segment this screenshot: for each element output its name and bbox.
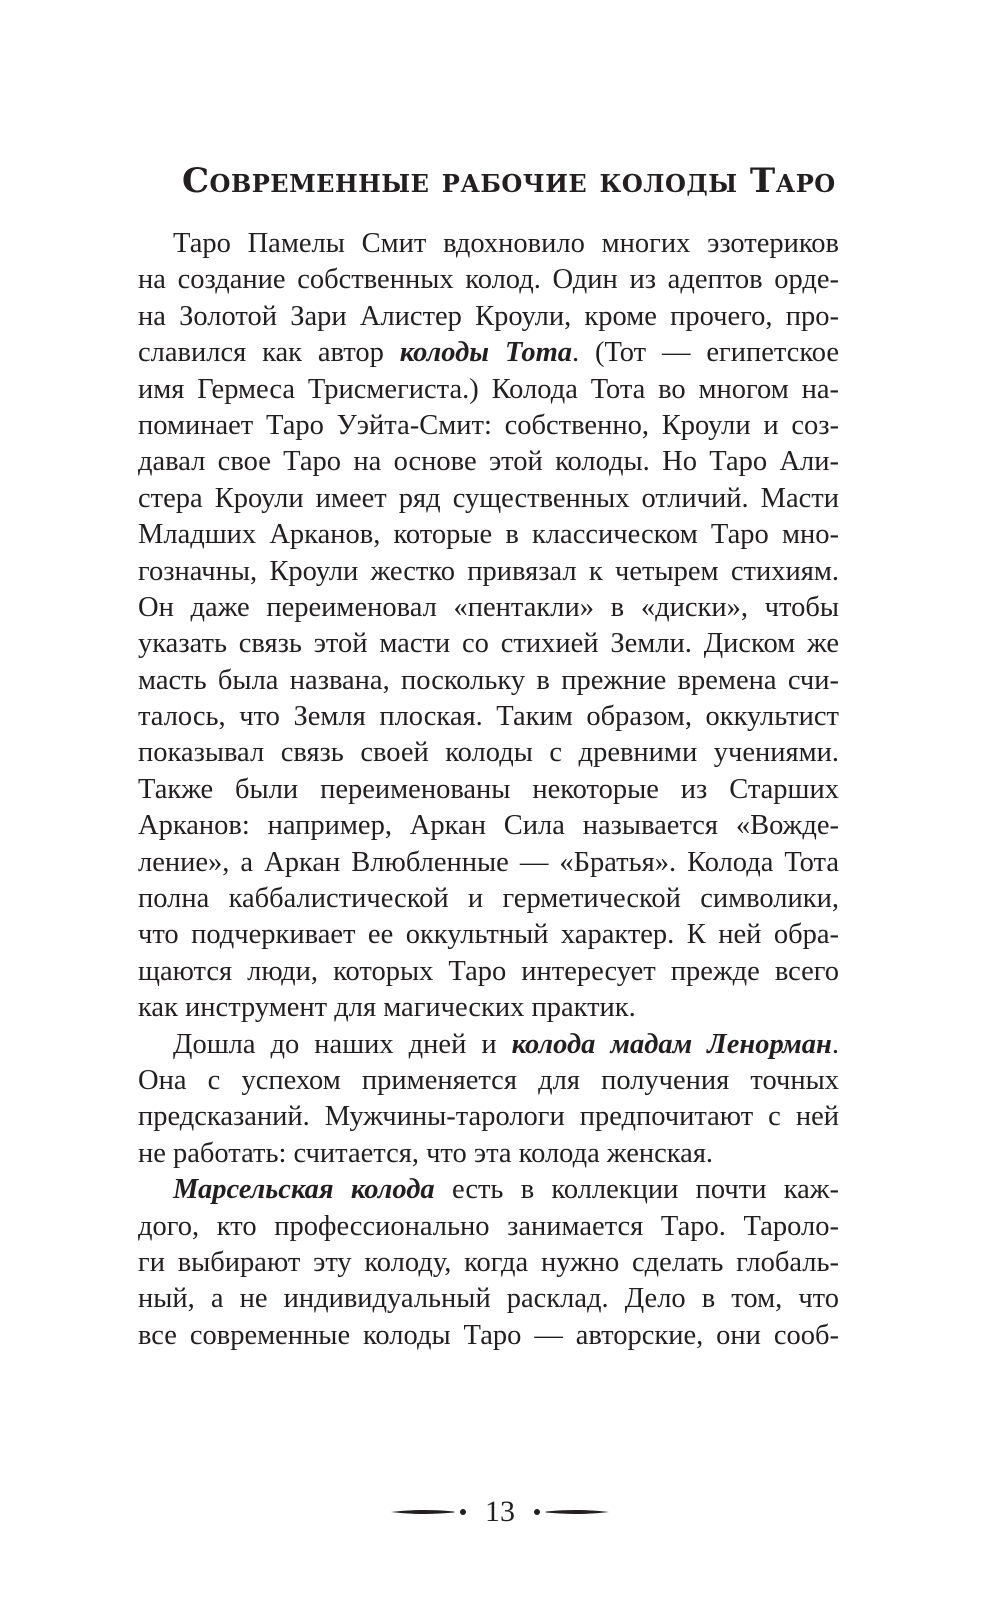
text-run: Арканов: например, Аркан Сила называется «Вожде- <box>138 810 839 842</box>
emphasized-term: колода мадам Ленорман <box>511 1028 832 1060</box>
text-run: Таро Памелы Смит вдохновило многих эзотериков <box>173 228 839 259</box>
text-run: Он даже переименовал «пентакли» в «диски», чтобы <box>138 591 839 623</box>
text-run: . <box>831 1028 839 1060</box>
text-line <box>138 735 839 771</box>
text-run: поминает Таро Уэйта-Смит: собственно, Кроули и соз- <box>138 409 839 441</box>
text-line <box>138 1027 839 1063</box>
text-line <box>138 1281 839 1317</box>
text-line <box>138 1099 839 1135</box>
text-run: указать связь этой масти со стихией Земли. Диском же <box>138 628 839 660</box>
text-run: на создание собственных колод. Один из адептов орде- <box>138 264 839 296</box>
chapter-section-heading: Современные рабочие колоды Таро <box>182 161 836 201</box>
text-line <box>138 626 839 662</box>
text-line <box>138 1063 839 1099</box>
text-run: что подчеркивает ее оккультный характер. К ней обра- <box>138 919 839 951</box>
text-line <box>138 954 839 990</box>
body-text <box>138 226 839 1354</box>
folio-ornament-right-icon <box>529 1506 609 1518</box>
text-line <box>138 1136 839 1172</box>
text-run: ный, а не индивидуальный расклад. Дело в том, что <box>138 1283 839 1315</box>
text-line <box>138 444 839 480</box>
text-line <box>138 481 839 517</box>
text-run: предсказаний. Мужчины-тарологи предпочитают с ней <box>138 1101 839 1133</box>
text-line <box>138 517 839 553</box>
text-line <box>138 299 839 335</box>
text-run: талось, что Земля плоская. Таким образом, оккультист <box>138 701 839 733</box>
text-line <box>138 262 839 298</box>
text-run: стера Кроули имеет ряд существенных отличий. Масти <box>138 482 839 514</box>
text-run: . (Тот — египетское <box>572 337 839 369</box>
text-line <box>138 590 839 626</box>
text-line <box>138 1245 839 1281</box>
folio-ornament-left-icon <box>391 1506 471 1518</box>
text-run: славился как автор <box>138 337 400 369</box>
text-line <box>138 1172 839 1208</box>
text-line <box>138 990 839 1026</box>
text-line <box>138 917 839 953</box>
text-line <box>138 226 839 262</box>
text-run: есть в коллекции почти каж- <box>434 1174 839 1206</box>
text-run: ление», а Аркан Влюбленные — «Братья». Колода Тота <box>138 846 839 878</box>
text-run: Также были переименованы некоторые из Старших <box>138 773 839 805</box>
text-run: не работать: считается, что эта колода женская. <box>138 1137 714 1169</box>
text-run: показывал связь своей колоды с древними учениями. <box>138 737 839 769</box>
page-footer <box>0 1492 1000 1532</box>
text-line <box>138 372 839 408</box>
text-run: все современные колоды Таро — авторские, они сооб- <box>138 1319 839 1351</box>
text-run: ги выбирают эту колоду, когда нужно сделать глобаль- <box>138 1246 839 1278</box>
emphasized-term: колоды Тота <box>399 337 573 369</box>
text-run: масть была названа, поскольку в прежние времена счи- <box>138 664 839 696</box>
text-run: Младших Арканов, которые в классическом Таро мно- <box>138 519 839 551</box>
emphasized-term: Марсельская колода <box>173 1174 435 1206</box>
text-run: давал свое Таро на основе этой колоды. Но Таро Али- <box>138 446 839 478</box>
text-run: полна каббалистической и герметической символики, <box>138 883 839 915</box>
text-line <box>138 408 839 444</box>
text-line <box>138 335 839 371</box>
text-line <box>138 1209 839 1245</box>
text-run: дого, кто профессионально занимается Таро. Тароло- <box>138 1210 839 1242</box>
text-line <box>138 881 839 917</box>
text-line <box>138 1318 839 1354</box>
text-run: на Золотой Зари Алистер Кроули, кроме прочего, про- <box>138 300 839 332</box>
page-number: 13 <box>485 1495 515 1528</box>
text-run: Она с успехом применяется для получения точных <box>138 1064 839 1096</box>
text-run: щаются люди, которых Таро интересует прежде всего <box>138 955 839 987</box>
text-run: гозначны, Кроули жестко привязал к четырем стихиям. <box>138 555 839 587</box>
text-run: как инструмент для магических практик. <box>138 992 636 1024</box>
text-run: Дошла до наших дней и <box>173 1028 512 1060</box>
text-line <box>138 808 839 844</box>
text-line <box>138 663 839 699</box>
text-run: имя Гермеса Трисмегиста.) Колода Тота во многом на- <box>138 373 839 405</box>
text-line <box>138 554 839 590</box>
text-line <box>138 772 839 808</box>
text-line <box>138 699 839 735</box>
text-line <box>138 845 839 881</box>
